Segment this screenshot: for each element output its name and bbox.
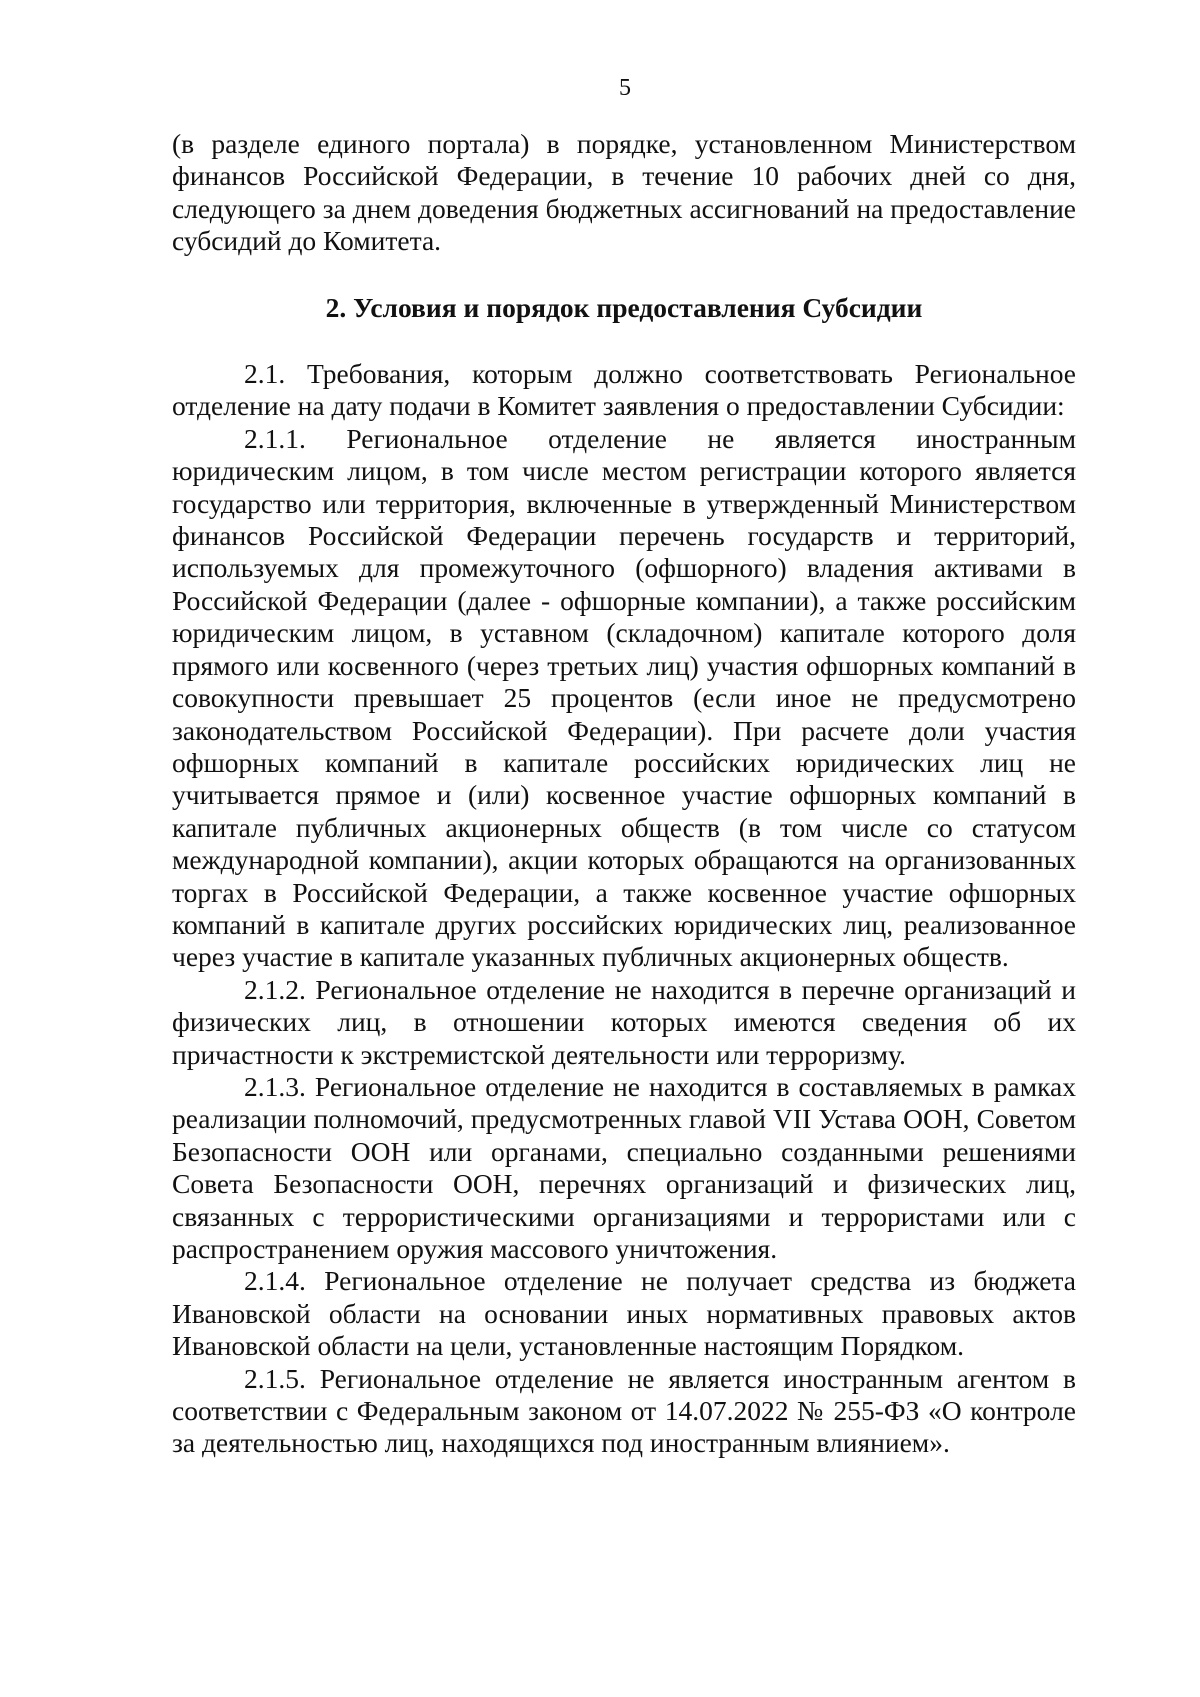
spacer xyxy=(172,324,1076,358)
clause-2-1: 2.1. Требования, которым должно соответствовать Региональное отделение на дату подачи в Комитет заявления о предоставлении Субсидии: xyxy=(172,358,1076,422)
clause-2-1-4: 2.1.4. Региональное отделение не получает средства из бюджета Ивановской области на основании иных нормативных правовых актов Ивановской области на цели, установленные настоящим Порядком. xyxy=(172,1265,1076,1362)
document-body xyxy=(172,128,1076,1460)
clause-2-1-1: 2.1.1. Региональное отделение не является иностранным юридическим лицом, в том числе местом регистрации которого является государство или территория, включенные в утвержденный Министерством финансов Российской Федерации перечень государств и территорий, используемых для промежуточного (офшорного) владения активами в Российской Федерации (далее - офшорные компании), а также российским юридическим лицом, в уставном (складочном) капитале которого доля прямого или косвенного (через третьих лиц) участия офшорных компаний в совокупности превышает 25 процентов (если иное не предусмотрено законодательством Российской Федерации). При расчете доли участия офшорных компаний в капитале российских юридических лиц не учитывается прямое и (или) косвенное участие офшорных компаний в капитале публичных акционерных обществ (в том числе со статусом международной компании), акции которых обращаются на организованных торгах в Российской Федерации, а также косвенное участие офшорных компаний в капитале других российских юридических лиц, реализованное через участие в капитале указанных публичных акционерных обществ. xyxy=(172,422,1076,973)
spacer xyxy=(172,258,1076,292)
clause-2-1-5: 2.1.5. Региональное отделение не является иностранным агентом в соответствии с Федеральным законом от 14.07.2022 № 255-ФЗ «О контроле за деятельностью лиц, находящихся под иностранным влиянием». xyxy=(172,1362,1076,1459)
page-number: 5 xyxy=(619,75,631,101)
clause-2-1-2: 2.1.2. Региональное отделение не находится в перечне организаций и физических лиц, в отношении которых имеются сведения об их причастности к экстремистской деятельности или терроризму. xyxy=(172,973,1076,1070)
clause-2-1-3: 2.1.3. Региональное отделение не находится в составляемых в рамках реализации полномочий, предусмотренных главой VII Устава ООН, Советом Безопасности ООН или органами, специально созданными решениями Совета Безопасности ООН, перечнях организаций и физических лиц, связанных с террористическими организациями и террористами или с распространением оружия массового уничтожения. xyxy=(172,1070,1076,1264)
intro-paragraph: (в разделе единого портала) в порядке, установленном Министерством финансов Российской Федерации, в течение 10 рабочих дней со дня, следующего за днем доведения бюджетных ассигнований на предоставление субсидий до Комитета. xyxy=(172,128,1076,257)
section-heading: 2. Условия и порядок предоставления Субсидии xyxy=(325,291,923,323)
